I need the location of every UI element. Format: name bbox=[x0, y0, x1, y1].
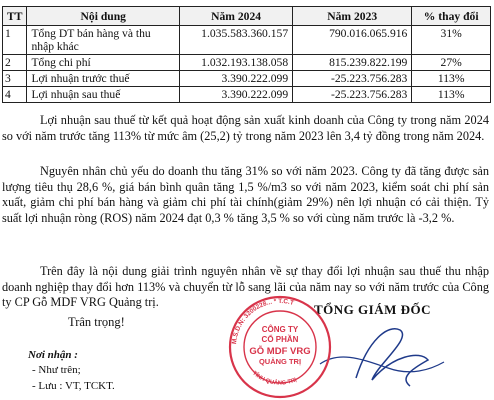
seal-bottom-text: TỈNH QUẢNG TRỊ bbox=[251, 370, 298, 387]
closing-text: Trân trọng! bbox=[68, 315, 125, 329]
row-change: 27% bbox=[412, 55, 491, 71]
financial-table bbox=[2, 6, 491, 103]
header-2024: Năm 2024 bbox=[180, 7, 293, 26]
seal-line-3: GỖ MDF VRG bbox=[249, 346, 311, 357]
paragraph-reasons: Nguyên nhân chủ yếu do doanh thu tăng 31% so với năm 2023. Công ty đã tăng được sản lượng tiêu thụ 28,6 %, giá bán bình quân tăng 1,5 %/m3 so với năm 2023, kiểm soát chi phí sản xuất, giảm chi phí bán hàng và giảm chi phí tài chính(giảm 29%) nên lợi nhuận có cải thiện. Tỷ suất lợi nhuận ròng (ROS) năm 2024 đạt 0,3 % tăng 3,5 % so với cùng năm trước là -3,2 %. bbox=[2, 164, 489, 225]
header-2023: Năm 2023 bbox=[293, 7, 412, 26]
company-seal bbox=[224, 294, 336, 400]
header-tt: TT bbox=[3, 7, 27, 26]
table-row bbox=[3, 55, 491, 71]
row-tt: 1 bbox=[3, 26, 27, 55]
row-content: Tổng chi phí bbox=[27, 55, 180, 71]
row-tt: 3 bbox=[3, 71, 27, 87]
row-content: Lợi nhuận trước thuế bbox=[27, 71, 180, 87]
seal-line-2: CỔ PHẦN bbox=[261, 335, 299, 344]
row-2023: -25.223.756.283 bbox=[293, 71, 412, 87]
row-2024: 1.032.193.138.058 bbox=[180, 55, 293, 71]
table-row bbox=[3, 87, 491, 103]
row-change: 31% bbox=[412, 26, 491, 55]
row-2023: -25.223.756.283 bbox=[293, 87, 412, 103]
director-title: TỔNG GIÁM ĐỐC bbox=[314, 302, 431, 317]
recipients-title: Nơi nhận : bbox=[28, 349, 78, 361]
row-tt: 2 bbox=[3, 55, 27, 71]
row-content: Lợi nhuận sau thuế bbox=[27, 87, 180, 103]
row-change: 113% bbox=[412, 71, 491, 87]
seal-line-4: QUẢNG TRỊ bbox=[258, 357, 302, 366]
table-header-row bbox=[3, 7, 491, 26]
row-2024: 1.035.583.360.157 bbox=[180, 26, 293, 55]
recipient-item: - Lưu : VT, TCKT. bbox=[32, 380, 115, 392]
row-tt: 4 bbox=[3, 87, 27, 103]
row-2023: 790.016.065.916 bbox=[293, 26, 412, 55]
seal-line-1: CÔNG TY bbox=[261, 325, 299, 334]
svg-text:TỈNH QUẢNG TRỊ bbox=[251, 371, 298, 387]
row-2024: 3.390.222.099 bbox=[180, 87, 293, 103]
header-content: Nội dung bbox=[27, 7, 180, 26]
row-2023: 815.239.822.199 bbox=[293, 55, 412, 71]
row-content: Tổng DT bán hàng và thu nhập khác bbox=[27, 26, 180, 55]
seal-ring-text: M.S.D.N: 3200228... * T.C.T bbox=[231, 297, 295, 345]
row-change: 113% bbox=[412, 87, 491, 103]
paragraph-profit-summary: Lợi nhuận sau thuế từ kết quả hoạt động sản xuất kinh doanh của Công ty trong năm 2024 so với năm trước tăng 113% từ mức âm (25,2) tỷ trong năm 2023 lên 3,4 tỷ đồng trong năm 2024. bbox=[2, 113, 489, 143]
paragraph-conclusion: Trên đây là nội dung giải trình nguyên nhân về sự thay đổi lợi nhuận sau thuế thu nhập doanh nghiệp thay đổi hơn 113% và chuyển từ lỗ sang lãi của năm nay so với năm trước của Công ty CP Gỗ MDF VRG Quảng trị. bbox=[2, 264, 489, 310]
seal-graphic bbox=[230, 297, 330, 397]
table-row bbox=[3, 26, 491, 55]
row-2024: 3.390.222.099 bbox=[180, 71, 293, 87]
header-change: % thay đổi bbox=[412, 7, 491, 26]
recipient-item: - Như trên; bbox=[32, 364, 81, 376]
table-row bbox=[3, 71, 491, 87]
